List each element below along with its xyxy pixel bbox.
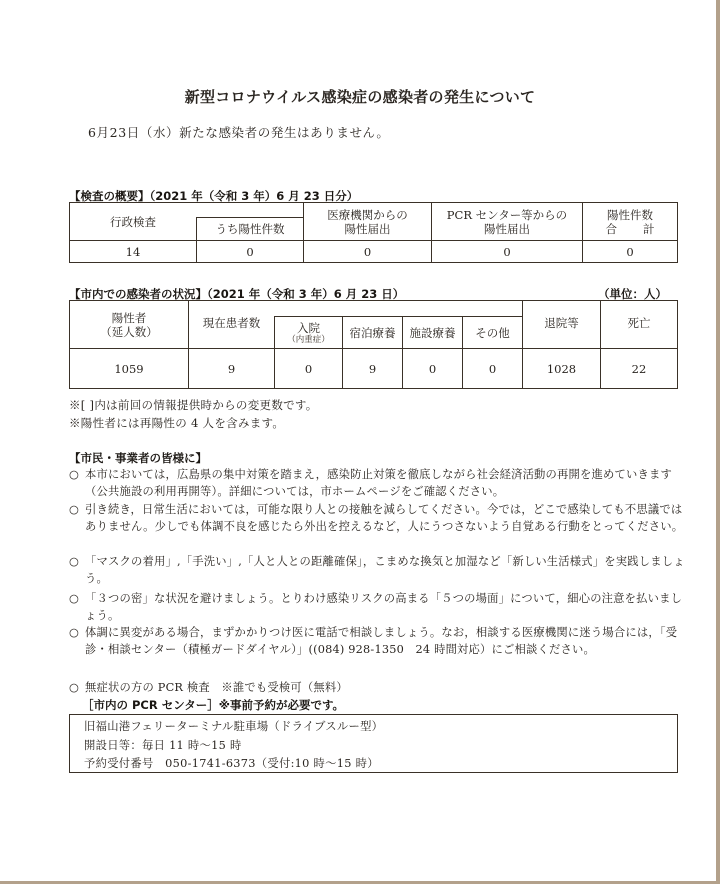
positive-header-line2: （延人数） bbox=[100, 324, 158, 339]
medical-header-line1: 医療機関からの bbox=[327, 207, 408, 222]
header-spacer bbox=[275, 301, 523, 317]
citizens-item-text: 体調に異変がある場合，まずかかりつけ医に電話で相談しましょう。なお，相談する医療機関に迷う場合には，「受診・相談センター（積極ガードダイヤル）」((084) 928-1350 24 時間対応）にご相談ください。 bbox=[85, 626, 678, 657]
citizens-item bbox=[69, 466, 689, 500]
current-value: 9 bbox=[189, 349, 275, 389]
circle-bullet-icon: ○ bbox=[69, 468, 80, 481]
hospital-header-label: 入院 bbox=[297, 320, 320, 335]
total-header-line2 bbox=[583, 222, 677, 236]
circle-bullet-icon: ○ bbox=[69, 626, 80, 639]
pcr-header-line1: PCR センター等からの bbox=[446, 207, 568, 222]
citizens-item bbox=[69, 590, 689, 624]
admin-test-value: 14 bbox=[70, 241, 197, 263]
medical-value: 0 bbox=[304, 241, 432, 263]
circle-bullet-icon: ○ bbox=[69, 503, 80, 516]
lodging-value: 9 bbox=[343, 349, 403, 389]
deaths-value: 22 bbox=[601, 349, 678, 389]
unit-label: （単位：人） bbox=[598, 287, 667, 301]
total-header-a: 合 bbox=[605, 221, 617, 236]
pcr-header bbox=[432, 203, 583, 241]
header-spacer bbox=[197, 203, 304, 218]
page-frame-right bbox=[716, 0, 720, 884]
pcr-header-line2: 陽性届出 bbox=[484, 221, 530, 236]
citizens-item bbox=[69, 624, 689, 658]
citizens-item bbox=[69, 679, 689, 696]
status-table bbox=[69, 300, 678, 389]
positive-header bbox=[70, 301, 189, 349]
positive-value: 1059 bbox=[70, 349, 189, 389]
citizens-item-text: 無症状の方の PCR 検査 ※誰でも受検可（無料） bbox=[85, 681, 348, 694]
medical-header bbox=[304, 203, 432, 241]
discharged-header: 退院等 bbox=[523, 301, 601, 349]
testing-heading: 【検査の概要】（2021 年（令和 3 年）6 月 23 日分） bbox=[69, 189, 359, 203]
admin-positive-header: うち陽性件数 bbox=[197, 218, 304, 241]
pcr-center-hours: 開設日等：毎日 11 時～15 時 bbox=[84, 739, 242, 752]
citizens-item-text: 引き続き，日常生活においては，可能な限り人との接触を減らしてください。今では，どこで感染しても不思議ではありません。少しでも体調不良を感じたら外出を控えるなど，人にうつさないよう自覚ある行動をとってください。 bbox=[85, 503, 684, 534]
admin-positive-value: 0 bbox=[197, 241, 304, 263]
hospital-header bbox=[275, 317, 343, 349]
circle-bullet-icon: ○ bbox=[69, 681, 80, 694]
other-header: その他 bbox=[463, 317, 523, 349]
deaths-header: 死亡 bbox=[601, 301, 678, 349]
testing-table bbox=[69, 202, 678, 263]
pcr-value: 0 bbox=[432, 241, 583, 263]
citizens-item bbox=[69, 553, 689, 587]
facility-value: 0 bbox=[403, 349, 463, 389]
circle-bullet-icon: ○ bbox=[69, 555, 80, 568]
medical-header-line2: 陽性届出 bbox=[344, 221, 391, 236]
total-header-line1: 陽性件数 bbox=[607, 207, 653, 222]
total-header-b: 計 bbox=[643, 221, 655, 236]
citizens-item-text: 「マスクの着用」,「手洗い」,「人と人との距離確保」，こまめな換気と加湿など「新しい生活様式」を実践しましょう。 bbox=[85, 555, 685, 586]
other-value: 0 bbox=[463, 349, 523, 389]
status-heading: 【市内での感染者の状況】（2021 年（令和 3 年）6 月 23 日） bbox=[69, 287, 405, 301]
page-title: 新型コロナウイルス感染症の感染者の発生について bbox=[184, 88, 536, 106]
citizens-item-text: 「３つの密」な状況を避けましょう。とりわけ感染リスクの高まる「５つの場面」について，細心の注意を払いましょう。 bbox=[85, 592, 683, 623]
citizens-heading: 【市民・事業者の皆様に】 bbox=[69, 451, 207, 465]
hospital-value: 0 bbox=[275, 349, 343, 389]
admin-test-header: 行政検査 bbox=[70, 203, 197, 241]
pcr-center-phone: 予約受付番号 050-1741-6373（受付:10 時～15 時） bbox=[84, 757, 379, 770]
hospital-header-sub: （内重症） bbox=[287, 334, 330, 345]
citizens-item-text: 本市においては，広島県の集中対策を踏まえ，感染防止対策を徹底しながら社会経済活動の再開を進めていきます（公共施設の利用再開等）。詳細については，市ホームページをご確認ください。 bbox=[85, 468, 673, 499]
circle-bullet-icon: ○ bbox=[69, 592, 80, 605]
citizens-item bbox=[69, 501, 689, 535]
total-value: 0 bbox=[583, 241, 678, 263]
pcr-center-location: 旧福山港フェリーターミナル駐車場（ドライブスルー型） bbox=[84, 720, 384, 733]
note-change: ※[ ]内は前回の情報提供時からの変更数です。 bbox=[69, 398, 318, 412]
lead-text: 6月23日（水）新たな感染者の発生はありません。 bbox=[88, 125, 390, 140]
lodging-header: 宿泊療養 bbox=[343, 317, 403, 349]
current-header: 現在患者数 bbox=[189, 301, 275, 349]
pcr-center-box bbox=[69, 714, 678, 773]
total-header bbox=[583, 203, 678, 241]
pcr-center-heading: ［市内の PCR センター］※事前予約が必要です。 bbox=[82, 698, 345, 712]
positive-header-line1: 陽性者 bbox=[111, 310, 147, 325]
facility-header: 施設療養 bbox=[403, 317, 463, 349]
discharged-value: 1028 bbox=[523, 349, 601, 389]
note-repositive: ※陽性者には再陽性の 4 人を含みます。 bbox=[69, 416, 285, 430]
